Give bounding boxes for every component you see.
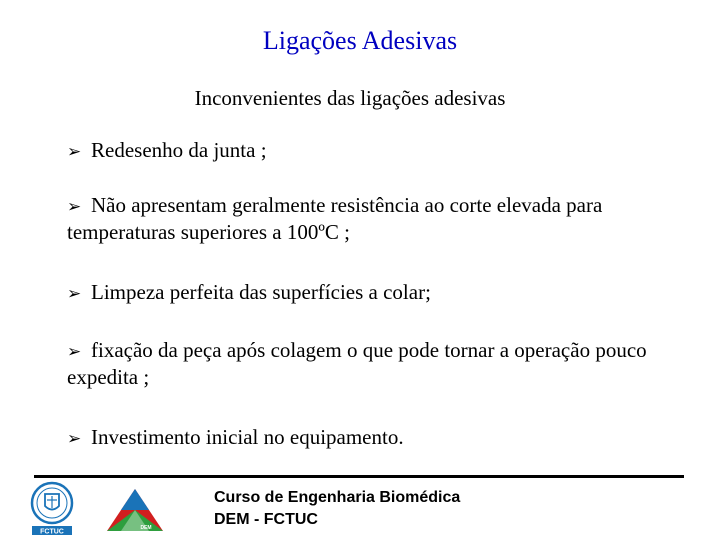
bullet-item [67, 338, 697, 390]
footer-department: DEM - FCTUC [214, 511, 318, 528]
footer-caption [214, 487, 460, 531]
footer-divider [34, 475, 684, 478]
logo-uc-text: FCTUC [40, 528, 64, 536]
university-seal-logo [28, 480, 76, 538]
bullet-item [67, 280, 697, 307]
dem-department-logo [105, 487, 165, 533]
arrow-right-icon: ➢ [67, 142, 82, 162]
bullet-text: Não apresentam geralmente resistência ao corte elevada para temperaturas superiores a 100ºC ; [67, 193, 603, 244]
footer-course-name: Curso de Engenharia Biomédica [214, 489, 461, 506]
bullet-item [67, 425, 697, 452]
bullet-item [67, 138, 697, 165]
bullet-text: Limpeza perfeita das superfícies a colar; [91, 280, 431, 304]
bullet-text: Investimento inicial no equipamento. [91, 425, 404, 449]
logo-dem-text: DEM [140, 525, 152, 531]
bullet-text: fixação da peça após colagem o que pode tornar a operação pouco expedita ; [67, 338, 647, 389]
arrow-right-icon: ➢ [67, 284, 82, 304]
slide-title: Ligações Adesivas [262, 26, 458, 55]
bullet-text: Redesenho da junta ; [91, 138, 267, 162]
arrow-right-icon: ➢ [67, 429, 82, 449]
slide-subtitle: Inconvenientes das ligações adesivas [194, 86, 506, 110]
arrow-right-icon: ➢ [67, 342, 82, 362]
bullet-item [67, 193, 697, 245]
arrow-right-icon: ➢ [67, 197, 82, 217]
